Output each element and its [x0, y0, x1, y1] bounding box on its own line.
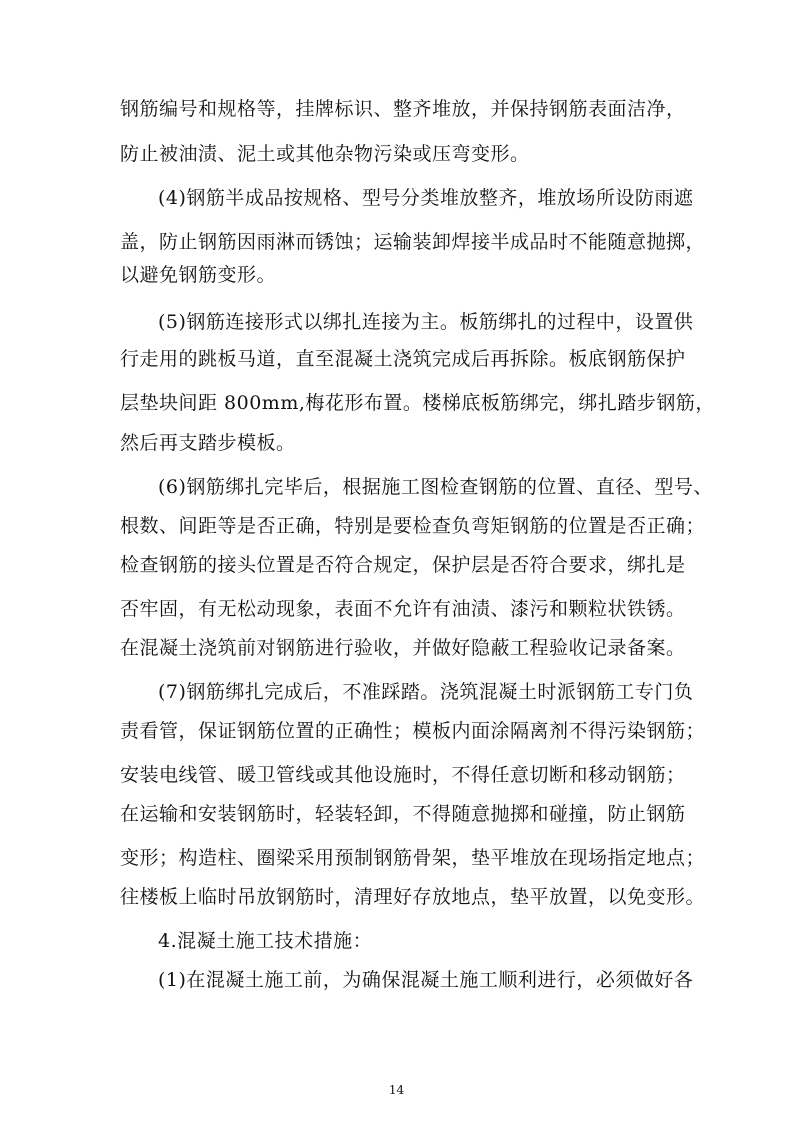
text-line: 责看管，保证钢筋位置的正确性；模板内面涂隔离剂不得污染钢筋；: [120, 720, 706, 742]
page-number: 14: [388, 1083, 405, 1097]
text-line: 行走用的跳板马道，直至混凝土浇筑完成后再拆除。板底钢筋保护: [120, 348, 686, 370]
text-line: 防止被油渍、泥土或其他杂物污染或压弯变形。: [120, 143, 530, 165]
text-line: 层垫块间距 800mm,梅花形布置。楼梯底板筋绑完，绑扎踏步钢筋，: [120, 392, 715, 414]
text-line: 以避免钢筋变形。: [120, 264, 277, 286]
text-line: 根数、间距等是否正确，特别是要检查负弯矩钢筋的位置是否正确；: [120, 515, 706, 537]
text-line: 安装电线管、暖卫管线或其他设施时，不得任意切断和移动钢筋；: [120, 764, 686, 786]
section-heading: 4.混凝土施工技术措施：: [158, 930, 373, 952]
text-line: 在混凝土浇筑前对钢筋进行验收，并做好隐蔽工程验收记录备案。: [120, 637, 686, 659]
text-line: 盖，防止钢筋因雨淋而锈蚀；运输装卸焊接半成品时不能随意抛掷，: [120, 231, 706, 253]
paragraph-5-start: (5)钢筋连接形式以绑扎连接为主。板筋绑扎的过程中，设置供: [158, 311, 694, 333]
paragraph-4-start: (4)钢筋半成品按规格、型号分类堆放整齐，堆放场所设防雨遮: [158, 187, 694, 209]
text-line: 然后再支踏步模板。: [120, 432, 296, 454]
paragraph-6-start: (6)钢筋绑扎完毕后，根据施工图检查钢筋的位置、直径、型号、: [158, 476, 713, 498]
paragraph-7-start: (7)钢筋绑扎完成后，不准踩踏。浇筑混凝土时派钢筋工专门负: [158, 681, 694, 703]
text-line: 变形；构造柱、圈梁采用预制钢筋骨架，垫平堆放在现场指定地点；: [120, 847, 706, 869]
text-line: 钢筋编号和规格等，挂牌标识、整齐堆放，并保持钢筋表面洁净，: [120, 98, 686, 120]
text-line: 往楼板上临时吊放钢筋时，清理好存放地点，垫平放置，以免变形。: [120, 886, 706, 908]
text-line: 否牢固，有无松动现象，表面不允许有油渍、漆污和颗粒状铁锈。: [120, 598, 686, 620]
paragraph-1-start: (1)在混凝土施工前，为确保混凝土施工顺利进行，必须做好各: [158, 969, 694, 991]
text-line: 在运输和安装钢筋时，轻装轻卸，不得随意抛掷和碰撞，防止钢筋: [120, 803, 686, 825]
text-line: 检查钢筋的接头位置是否符合规定，保护层是否符合要求，绑扎是: [120, 554, 686, 576]
